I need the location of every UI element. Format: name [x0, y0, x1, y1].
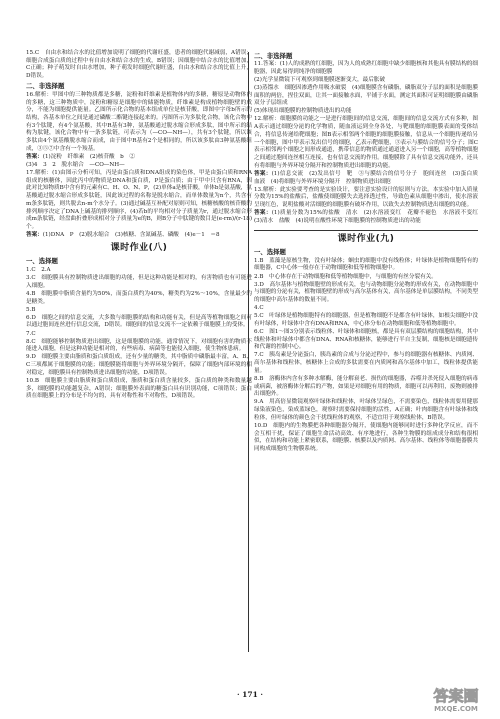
answer-line [26, 154, 252, 162]
answer-line [254, 210, 484, 225]
answer-paragraph: 6.D 细胞之间的信息交流，大多数与细胞膜的结构和功能有关，但是高等植物细胞之间可以通过胞间连丝进行信息交流，D错误。细胞间的信息交流不一定依赖于细胞膜上的受体。 [26, 314, 252, 329]
question-type-heading: 二、非选择题 [26, 82, 65, 91]
answer-paragraph: 7.C 胰岛素是分泌蛋白，胰岛素的合成与分泌过程中，参与的细胞器有核糖体、内质网、高尔基体和线粒体，核糖体上合成的多肽需要在内质网和高尔基体中加工，线粒体提供能量。 [254, 352, 478, 374]
watermark-chars: 答案圈 [433, 687, 479, 705]
answer-paragraph: 2.B 中心体存在于动物细胞和低等植物细胞中，与细胞的有丝分裂有关。 [254, 273, 437, 280]
answer-paragraph: (2)光学显微镜下可观察到细胞膜逐渐变大，最后胀破 [254, 76, 385, 83]
answer-paragraph: 3.D 高尔基体与植物细胞壁的形成有关，也与动物细胞分泌物的形成有关，在动物细胞中与细胞的分泌有关，植物细胞壁的形成与高尔基体有关，高尔基体是单层膜结构，不同类型的细胞中高尔基体的数量不同。 [254, 281, 478, 303]
left-column [26, 50, 252, 401]
question-type-heading: 一、选择题 [254, 248, 286, 257]
answer-paragraph: 16.解析：甲图中的三种物质都是多糖，淀粉和纤维素是植物体内的多糖，糖原是动物体内的多糖，这三种物质中，淀粉和糖原是细胞中的储能物质，纤维素是构成植物细胞壁的成分，不能为细胞提供能量。乙图所示化合物的基本组成单位是核苷酸，即图中字母b所示的结构，各基本单位之间是通过磷酸二酯键连接起来的。丙图所示为多肽化合物，该化合物中有3个肽键，有4个氨基酸，其中R基有3种，氨基酸通过脱水缩合形成多肽，图中所示的结构为肽键，该化合物中有一条多肽链，可表示为（—CO—NH—），共有3个肽键，所以该多肽由4个氨基酸脱水缩合而成，由于图中R基有2个是相同的，所以该多肽由3种氨基酸组成，③⑤⑦中含有一个羧基。 [26, 91, 252, 152]
watermark-logo [420, 684, 492, 714]
answer-text: (1)质量分数为15%的盐酸 清水 (2)水溶液变红 花瓣不褪色 水溶液不变红 (3)清水 盐酸 (4)说明在酸性环境下细胞膜的控制物质进出的功能 [254, 210, 484, 224]
column-divider [248, 52, 249, 652]
answer-paragraph: 9.A 用高倍显微镜观察叶绿体和线粒体，叶绿体呈绿色，不需要染色，线粒体需要用健那绿染液染色，染成蓝绿色，观察时需要保持细胞的活性，A正确；叶肉细胞含有叶绿体和线粒体，但叶绿体的颜色会干扰线粒体的观察，不适宜用于观察线粒体，B错误。 [254, 399, 478, 421]
answer-text: (1)信息交流 (2)发出信号 靶 ③与膜结合的信号分子 胞间连丝 (3)蛋白质 血液 (4)将细胞与外界环境分隔开 控制物质进出细胞 [254, 170, 484, 185]
answer-label: 答案： [26, 232, 43, 239]
answer-text: (1)DNA P (2)脱水缩合 (3)核糖、含氮碱基、磷酸 (4)e－1 ＝8 [42, 232, 220, 239]
answer-paragraph: 5.C 叶绿体是植物细胞特有的细胞器，但是植物细胞不是都含有叶绿体，如根尖细胞中没有叶绿体，叶绿体中含有DNA和RNA，中心体分布在动物细胞和低等植物细胞中。 [254, 313, 478, 327]
answer-label: 答案： [254, 170, 272, 177]
answer-paragraph: 4.B 细胞膜中脂质含量约为50%，而蛋白质约为40%，糖类约为2%～10%，含量最少的是糖类。 [26, 290, 252, 305]
question-type-heading: 二、非选择题 [254, 51, 293, 60]
answer-paragraph: 12.解析：细胞膜的功能之一是进行细胞间的信息交流，细胞间的信息交流方式有多种，图A表示通过细胞分泌的化学物质，随血液运到全身各处，与靶细胞的细胞膜表面的受体结合，将信息传递给靶细胞；图B表示相邻两个细胞的细胞膜接触，信息从一个细胞传递给另一个细胞，图中甲表示发出信号的细胞，乙表示靶细胞，③表示与膜结合的信号分子；图C表示相邻两个细胞之间形成通道，携带信息的物质通过通道进入另一个细胞，高等植物细胞之间通过胞间连丝相互连接，也有信息交流的作用。细胞膜除了具有信息交流功能外，还具有将细胞与外界环境分隔开和控制物质进出细胞的功能。 [254, 116, 478, 169]
answer-paragraph: (3)4 3 2 脱水缩合 —CO—NH— [26, 161, 125, 168]
answer-paragraph: 3.C 细胞膜具有控制物质进出细胞的功能，但是这种功能是相对的，有害物质也有可能进入细胞。 [26, 275, 252, 289]
answer-text: (1)淀粉 纤维素 (2)核苷酸 b ② [42, 153, 135, 160]
answer-paragraph: 8.C 细胞能够控制物质进出细胞，这是细胞膜的功能，通常情况下，对细胞有害的物质不能进入细胞，但是这种功能是相对的，有些病毒、病菌等也能侵入细胞，使生物体患病。 [26, 338, 252, 353]
answer-paragraph: 7.C [26, 330, 36, 337]
answer-paragraph: (5)体现出细胞膜的控制物质进出的功能 [254, 108, 352, 115]
section-title: 课时作业(八) [110, 242, 168, 253]
answer-paragraph: 10.D 细胞内的生物膜把各种细胞器分隔开，使细胞内能够同时进行多种化学反应，而不会互相干扰，保证了细胞生命活动高效、有序地进行，各种生物膜的组成成分和结构很相似，在结构和功能上紧密联系，细胞膜、核膜以及内质网、高尔基体、线粒体等细胞器膜共同构成细胞的生物膜系统。 [254, 422, 478, 453]
answer-label: 答案： [254, 210, 272, 217]
answer-paragraph: 1.C 2.A [26, 266, 51, 273]
answer-paragraph: 8.B 溶酶体内含有多种水解酶，能分解衰老、损伤的细胞器，吞噬并杀死侵入细胞的病毒或病菌，被溶酶体分解后的产物，如果是对细胞有用的物质，细胞可以再利用，废物则被排出细胞外。 [254, 375, 478, 398]
right-column [254, 50, 484, 454]
answer-paragraph: 10.B 细胞膜主要由脂质和蛋白质组成，脂质和蛋白质含量较多，蛋白质的种类和数量越多，细胞膜的功能越复杂，A错误；细胞膜外表面的糖蛋白具有识别功能，C项错误；蛋白质在细胞膜上的分布是不均匀的，具有对称性和不对称性，D项错误。 [26, 377, 252, 400]
answer-line [254, 170, 484, 186]
question-type-heading: 一、选择题 [26, 257, 58, 266]
watermark-sub: MXQE.COM [434, 705, 478, 713]
answer-paragraph: (3)蒸馏水 细胞因渗透作用吸水破裂 (4)细胞膜含有磷脂，磷脂双分子层的面积是细胞膜面积的两倍，捏住双面，让其一面接触水面，平铺于水面，测定其面积可证明细胞膜由磷脂双分子层组成 [254, 84, 478, 107]
answer-label: 答案： [26, 153, 43, 160]
answer-paragraph: 4.C [254, 305, 264, 312]
answer-paragraph: 6.C 图1～图3分别表示线粒体、叶绿体和细胞核，都是具有双层膜结构的细胞结构，其中线粒体和叶绿体中都含有DNA、RNA和核糖体，能够进行半自主复制，细胞核是细胞遗传和代谢的控制中心。 [254, 328, 478, 351]
section-title: 课时作业(九) [337, 233, 395, 244]
answer-paragraph: 17.解析：(1)由图示分析可知，丙是由蛋白质和DNA组成的染色体，甲是由蛋白质和RNA组成的核糖体，因此丙中的物质是DNA和蛋白质，P是蛋白质；由于甲中只含有RNA，因此对比知物质B中含有的元素有C、H、O、N、P，(2)单体a是核苷酸，单体b是氨基酸，氨基酸通过脱水缩合形成多肽链，因此该过程的名称是脱水缩合，而单体数量为n个，共含有m条多肽链，则共脱去n-m个水分子。(3)通过碱基互补配对原则可知，核糖核酸的核苷酸的排列顺序决定了DNA上碱基的排列顺序，(4)若b的平均相对分子质量为r，通过脱水缩合形成m条肽链，经盘曲折叠形成相对分子质量为e的B，则B分子中肽键的数目是(e-rm)/(r-18)个。 [26, 170, 252, 230]
answer-paragraph: 13.解析：此实验要考查的是实验设计，要注意实验设计的原则与方法。本实验中加入质量分数为15%的盐酸后，盐酸使细胞膜失去选择透过性，导致色素从细胞中渗出，使水溶液呈现红色，说明盐酸对活细胞的细胞膜有破坏作用，以致失去控制物质进出细胞的功能。 [254, 186, 478, 208]
answer-line [26, 232, 252, 240]
answer-paragraph: 9.D 细胞膜主要由脂质和蛋白质组成，还有少量的糖类，其中脂质中磷脂最丰富，A、B、C三项都属于细胞膜的功能；细胞膜能将细胞与外界环境分隔开，保障了细胞内部环境的相对稳定，细胞膜具有控制物质进出细胞的功能，D项错误。 [26, 354, 252, 376]
answer-paragraph: 1.B 蓝藻是原核生物，没有叶绿体；蛔虫的细胞中没有线粒体；叶绿体是植物细胞特有的细胞器，C中心体一般存在于动物细胞和低等植物细胞中。 [254, 257, 478, 272]
section-rule [254, 230, 478, 231]
answer-paragraph: 5.B [26, 306, 36, 313]
page-number: · 171 · [236, 690, 264, 699]
answer-paragraph: 15.C 自由水和结合水的比值增加说明了细胞的代谢旺盛，患者的细胞代谢减弱，A错误；细胞合成蛋白质的过程中有自由水和结合水的生成，B错误；因细胞中结合水的比值增加，C正确；种子萌发时自由水增加，种子萌发时细胞代谢旺盛，自由水和结合水的比值上升，D错误。 [26, 50, 252, 80]
answer-paragraph: 11.答案：(1)人的成熟的红细胞，因为人的成熟红细胞中缺少细胞核和其他具有膜结构的细胞器，因此易得到纯净的细胞膜 [254, 61, 478, 75]
